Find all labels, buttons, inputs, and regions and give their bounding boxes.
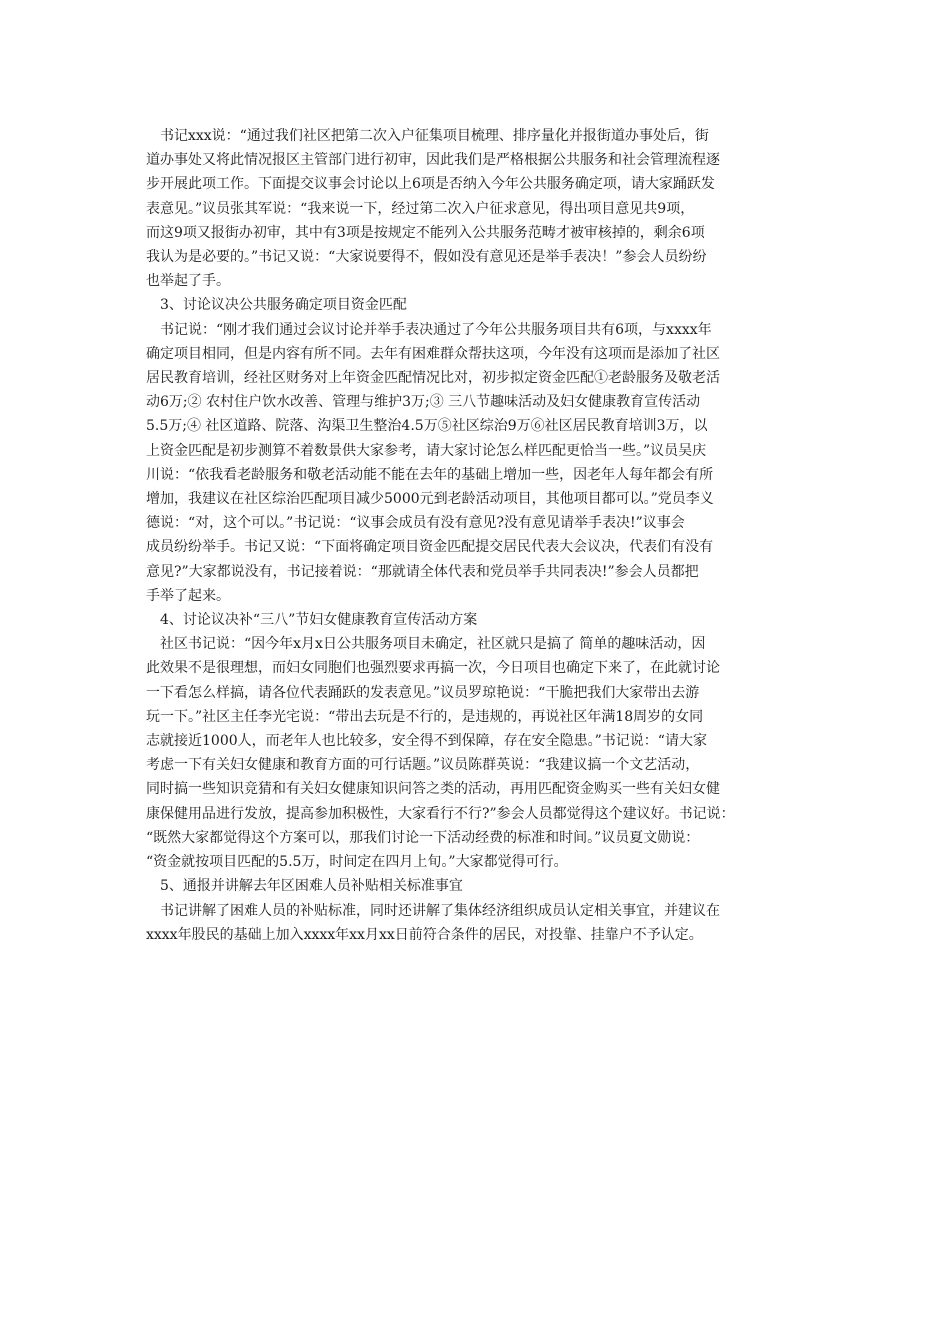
body-paragraph — [146, 899, 814, 947]
text-line: 居民教育培训，经社区财务对上年资金匹配情况比对，初步拟定资金匹配①老龄服务及敬老活 — [146, 370, 720, 387]
text-line: “资金就按项目匹配的5.5万，时间定在四月上旬。”大家都觉得可行。 — [146, 854, 568, 871]
text-line: 社区书记说：“因今年x月x日公共服务项目未确定，社区就只是搞了 简单的趣味活动，因 — [146, 636, 706, 653]
text-line: 步开展此项工作。下面提交议事会讨论以上6项是否纳入今年公共服务确定项，请大家踊跃发 — [146, 176, 715, 193]
section-heading — [146, 608, 814, 632]
text-line: 同时搞一些知识竞猜和有关妇女健康知识问答之类的活动，再用匹配资金购买一些有关妇女健 — [146, 781, 720, 798]
document-page — [146, 124, 814, 947]
body-paragraph — [146, 318, 814, 608]
text-line: 3、讨论议决公共服务确定项目资金匹配 — [146, 297, 407, 314]
text-line: 也举起了手。 — [146, 273, 230, 290]
text-line: 书记讲解了困难人员的补贴标准，同时还讲解了集体经济组织成员认定相关事宜，并建议在 — [146, 902, 720, 919]
text-line: 表意见。”议员张其军说：“我来说一下，经过第二次入户征求意见，得出项目意见共9项， — [146, 200, 695, 217]
text-line: 4、讨论议决补“三八”节妇女健康教育宣传活动方案 — [146, 612, 478, 629]
text-line: 此效果不是很理想，而妇女同胞们也强烈要求再搞一次，今日项目也确定下来了，在此就讨论 — [146, 660, 720, 677]
text-line: 确定项目相同，但是内容有所不同。去年有困难群众帮扶这项，今年没有这项而是添加了社区 — [146, 345, 720, 362]
section-heading — [146, 293, 814, 317]
text-line: 动6万;② 农村住户饮水改善、管理与维护3万;③ 三八节趣味活动及妇女健康教育宣传活动 — [146, 394, 701, 411]
text-line: 川说：“依我看老龄服务和敬老活动能不能在去年的基础上增加一些，因老年人每年都会有所 — [146, 466, 714, 483]
text-line: 书记说：“刚才我们通过会议讨论并举手表决通过了今年公共服务项目共有6项，与xxxx年 — [146, 321, 712, 338]
text-line: 德说：“对，这个可以。”书记说：“议事会成员有没有意见?没有意见请举手表决!”议事会 — [146, 515, 685, 532]
text-line: 意见?”大家都说没有，书记接着说：“那就请全体代表和党员举手共同表决!”参会人员都把 — [146, 563, 699, 580]
text-line: 康保健用品进行发放，提高参加积极性，大家看行不行?”参会人员都觉得这个建议好。书记说： — [146, 805, 735, 822]
section-heading — [146, 874, 814, 898]
text-line: 5.5万;④ 社区道路、院落、沟渠卫生整治4.5万⑤社区综治9万⑥社区居民教育培训3万，以 — [146, 418, 708, 435]
text-line: 我认为是必要的。”书记又说：“大家说要得不，假如没有意见还是举手表决！”参会人员纷纷 — [146, 249, 707, 266]
text-line: 玩一下。”社区主任李光宅说：“带出去玩是不行的，是违规的，再说社区年满18周岁的女同 — [146, 708, 704, 725]
text-line: 书记xxx说：“通过我们社区把第二次入户征集项目梳理、排序量化并报街道办事处后，街 — [146, 128, 709, 144]
text-line: 5、通报并讲解去年区困难人员补贴相关标准事宜 — [146, 878, 463, 895]
text-line: 而这9项又报街办初审，其中有3项是按规定不能列入公共服务范畴才被审核掉的，剩余6项 — [146, 224, 705, 241]
text-line: 一下看怎么样搞，请各位代表踊跃的发表意见。”议员罗琼艳说：“干脆把我们大家带出去游 — [146, 684, 700, 701]
text-line: 手举了起来。 — [146, 587, 230, 604]
text-line: 考虑一下有关妇女健康和教育方面的可行话题。”议员陈群英说：“我建议搞一个文艺活动， — [146, 757, 700, 774]
text-line: 成员纷纷举手。书记又说：“下面将确定项目资金匹配提交居民代表大会议决，代表们有没有 — [146, 539, 714, 556]
text-line: xxxx年股民的基础上加入xxxx年xx月xx日前符合条件的居民，对投靠、挂靠户不予认定。 — [146, 926, 703, 943]
text-line: “既然大家都觉得这个方案可以，那我们讨论一下活动经费的标准和时间。”议员夏文勋说： — [146, 829, 700, 846]
body-paragraph — [146, 124, 814, 293]
text-line: 增加，我建议在社区综治匹配项目减少5000元到老龄活动项目，其他项目都可以。”党员李义 — [146, 491, 714, 508]
text-line: 上资金匹配是初步测算不着数景供大家参考，请大家讨论怎么样匹配更恰当一些。”议员吴庆 — [146, 442, 707, 459]
text-line: 志就接近1000人，而老年人也比较多，安全得不到保障，存在安全隐患。”书记说：“请大家 — [146, 733, 707, 750]
text-line: 道办事处又将此情况报区主管部门进行初审，因此我们是严格根据公共服务和社会管理流程逐 — [146, 152, 720, 169]
body-paragraph — [146, 632, 814, 874]
